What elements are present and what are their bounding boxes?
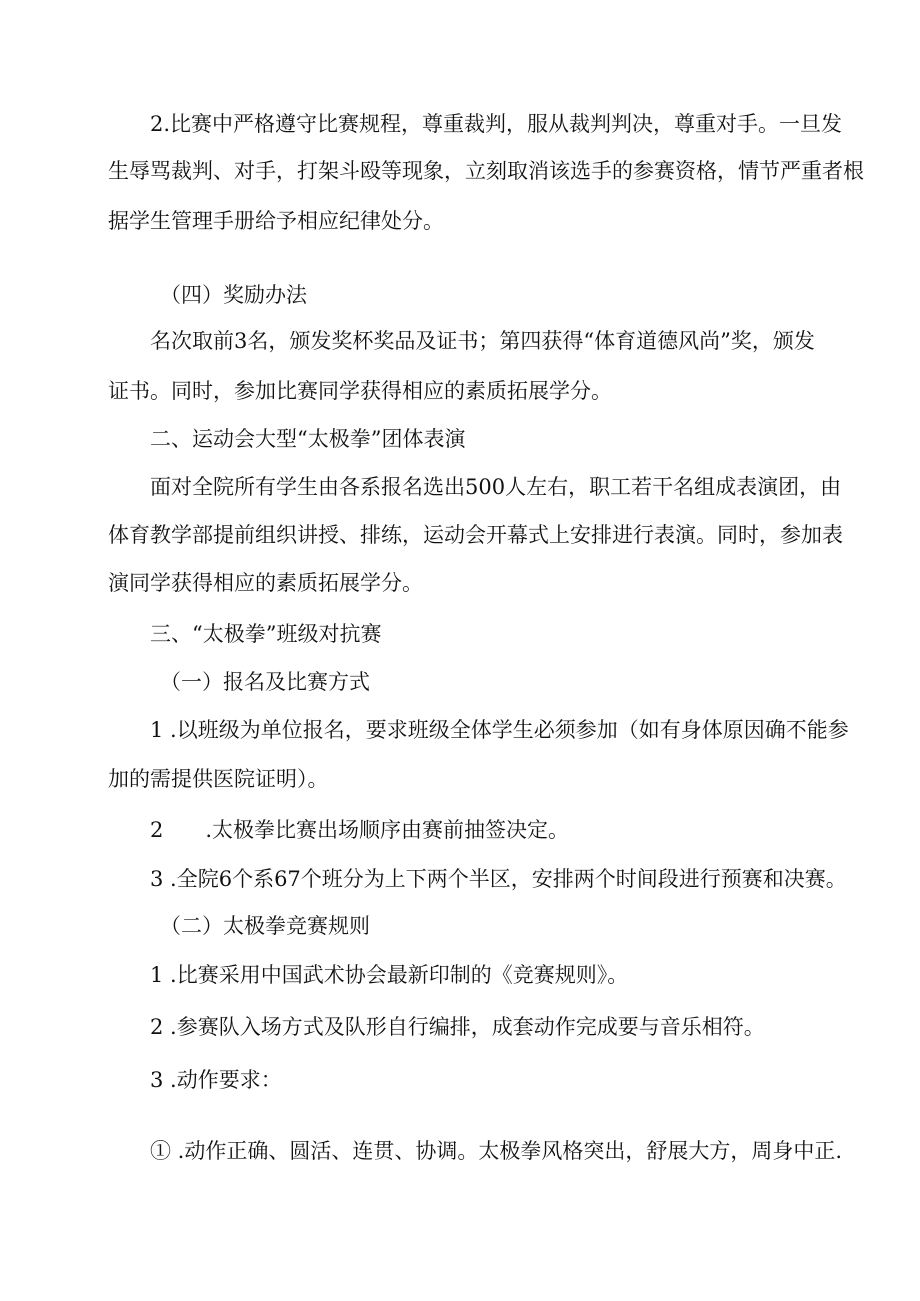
paragraph-line-16: 3 .全院6个系67个班分为上下两个半区，安排两个时间段进行预赛和决赛。 <box>150 867 847 891</box>
paragraph-line-15: 2 .太极拳比赛出场顺序由赛前抽签决定。 <box>150 818 570 842</box>
paragraph-line-5: 名次取前3名，颁发奖杯奖品及证书；第四获得“体育道德风尚”奖，颁发 <box>150 329 815 353</box>
subsection-heading-registration: （一）报名及比赛方式 <box>160 670 370 694</box>
paragraph-line-8: 面对全院所有学生由各系报名选出500人左右，职工若干名组成表演团，由 <box>150 475 842 499</box>
section-heading-taiji-performance: 二、运动会大型“太极拳”团体表演 <box>150 427 466 451</box>
section-heading-class-competition: 三、“太极拳”班级对抗赛 <box>150 622 382 646</box>
paragraph-line-21: ① .动作正确、圆活、连贯、协调。太极拳风格突出，舒展大方，周身中正. <box>150 1139 843 1163</box>
paragraph-line-3: 据学生管理手册给予相应纪律处分。 <box>108 209 444 233</box>
section-heading-rewards: （四）奖励办法 <box>160 283 307 307</box>
paragraph-line-18: 1 .比赛采用中国武术协会最新印制的《竞赛规则》。 <box>150 963 629 987</box>
paragraph-line-10: 演同学获得相应的素质拓展学分。 <box>108 571 423 595</box>
paragraph-line-6: 证书。同时，参加比赛同学获得相应的素质拓展学分。 <box>108 379 612 403</box>
paragraph-line-20: 3 .动作要求： <box>150 1068 282 1092</box>
paragraph-line-9: 体育教学部提前组织讲授、排练，运动会开幕式上安排进行表演。同时，参加表 <box>108 523 843 547</box>
paragraph-line-19: 2 .参赛队入场方式及队形自行编排，成套动作完成要与音乐相符。 <box>150 1015 765 1039</box>
paragraph-line-13: 1 .以班级为单位报名，要求班级全体学生必须参加（如有身体原因确不能参 <box>150 718 849 742</box>
paragraph-line-2: 生辱骂裁判、对手，打架斗殴等现象，立刻取消该选手的参赛资格，情节严重者根 <box>108 159 864 183</box>
paragraph-line-1: 2.比赛中严格遵守比赛规程，尊重裁判，服从裁判判决，尊重对手。一旦发 <box>150 112 843 136</box>
paragraph-line-14: 加的需提供医院证明）。 <box>108 767 329 791</box>
subsection-heading-rules: （二）太极拳竞赛规则 <box>160 914 370 938</box>
